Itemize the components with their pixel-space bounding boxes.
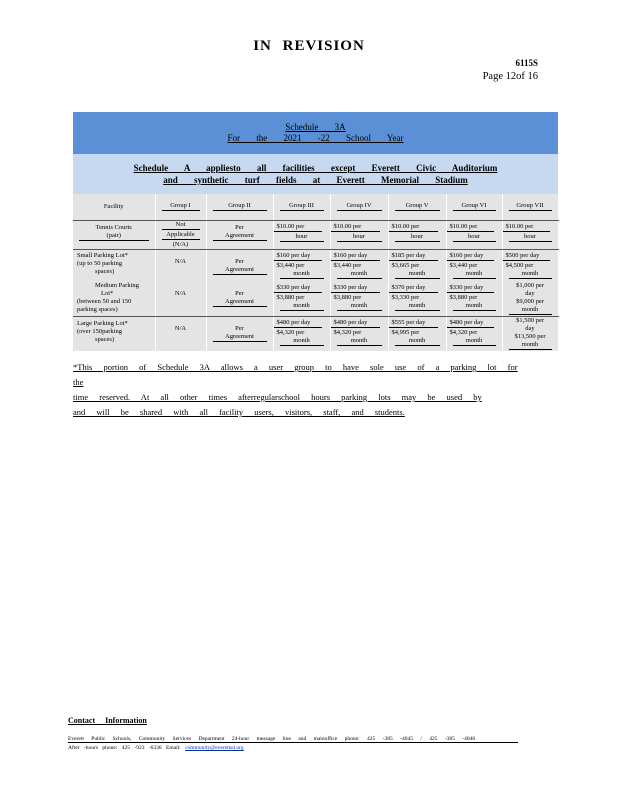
row-medium-parking-lot: [73, 282, 558, 317]
group-vi-cell: $330 per day $3,880 per month: [446, 282, 502, 317]
schedule-year: For the 2021 -22 School Year: [227, 133, 404, 143]
footnote-line: and will be shared with all facility users, visitors, staff, and students.: [73, 407, 405, 417]
group-iv-cell: $10.00 per hour: [330, 221, 388, 250]
rates-header-row: [73, 194, 558, 221]
schedule-note-band: [73, 154, 558, 194]
schedule-note-line2: and synthetic turf fields at Everett Memorial Stadium: [163, 175, 468, 185]
facility-cell: Small Parking Lot* (up to 50 parking spaces): [73, 250, 155, 282]
group-iv-cell: $480 per day $4,320 per month: [330, 316, 388, 351]
facility-cell: Tennis Courts (pair): [73, 221, 155, 250]
col-group-vii: Group VII: [502, 194, 558, 221]
rates-table: [73, 194, 559, 351]
group-iii-cell: $160 per day $3,440 per month: [273, 250, 330, 282]
schedule-note-line1: Schedule A appliesto all facilities except Everett Civic Auditorium: [133, 163, 498, 173]
group-vi-cell: $480 per day $4,320 per month: [446, 316, 502, 351]
row-large-parking-lot: [73, 316, 558, 351]
group-vii-cell: $500 per day $4,500 per month: [502, 250, 558, 282]
group-v-cell: $10.00 per hour: [388, 221, 446, 250]
group-i-cell: N/A: [155, 316, 206, 351]
group-iii-cell: $10.00 per hour: [273, 221, 330, 250]
revision-status: IN REVISION: [253, 38, 365, 54]
group-iii-cell: $480 per day $4,320 per month: [273, 316, 330, 351]
footnote-line: *This portion of Schedule 3A allows a user group to have sole use of a parking lot for the: [73, 362, 518, 387]
group-vii-cell: $10.00 per hour: [502, 221, 558, 250]
document-number: 6115S: [515, 58, 538, 68]
col-group-vi: Group VI: [446, 194, 502, 221]
group-iv-cell: $330 per day $3,880 per month: [330, 282, 388, 317]
col-group-iv: Group IV: [330, 194, 388, 221]
contact-heading: Contact Information: [68, 716, 147, 725]
group-v-cell: $185 per day $3,665 per month: [388, 250, 446, 282]
facility-cell: Large Parking Lot* (over 150parking spaces): [73, 316, 155, 351]
facility-cell: Medium Parking Lot* (between 50 and 150 parking spaces): [73, 282, 155, 317]
group-iv-cell: $160 per day $3,440 per month: [330, 250, 388, 282]
group-ii-cell: Per Agreement: [206, 250, 273, 282]
contact-phone-line: Everett Public Schools, Community Services Department 24-hour message line and mainoffice phone: 425 -385 -4045 / 425 -385 -4046: [68, 736, 518, 743]
page-number: Page 12of 16: [482, 71, 538, 82]
group-v-cell: $370 per day $3,330 per month: [388, 282, 446, 317]
group-i-cell: N/A: [155, 282, 206, 317]
group-ii-cell: Per Agreement: [206, 282, 273, 317]
group-vii-cell: $1,500 per day $13,500 per month: [502, 316, 558, 351]
group-vi-cell: $160 per day $3,440 per month: [446, 250, 502, 282]
group-ii-cell: Per Agreement: [206, 221, 273, 250]
group-ii-cell: Per Agreement: [206, 316, 273, 351]
col-group-iii: Group III: [273, 194, 330, 221]
group-i-cell: N/A: [155, 250, 206, 282]
row-small-parking-lot: [73, 250, 558, 282]
schedule-table: [73, 112, 558, 351]
schedule-footnote: [73, 360, 528, 420]
footnote-line: time reserved. At all other times afterregularschool hours parking lots may be used by: [73, 392, 482, 402]
contact-email-link[interactable]: community@everettsd.org: [185, 745, 244, 751]
contact-after-hours-line: [68, 745, 244, 751]
group-vii-cell: $1,000 per day $9,000 per month: [502, 282, 558, 317]
row-tennis-courts: [73, 221, 558, 250]
group-vi-cell: $10.00 per hour: [446, 221, 502, 250]
col-group-i: Group I: [155, 194, 206, 221]
schedule-title: Schedule 3A: [285, 122, 346, 132]
after-hours-text: After -hours phone: 425 -923 -6336 Email:: [68, 745, 181, 751]
col-group-ii: Group II: [206, 194, 273, 221]
group-iii-cell: $330 per day $3,880 per month: [273, 282, 330, 317]
col-group-v: Group V: [388, 194, 446, 221]
schedule-title-band: [73, 112, 558, 154]
group-v-cell: $555 per day $4,995 per month: [388, 316, 446, 351]
group-i-cell: Not Applicable (N/A): [155, 221, 206, 250]
col-facility: Facility: [73, 194, 155, 221]
